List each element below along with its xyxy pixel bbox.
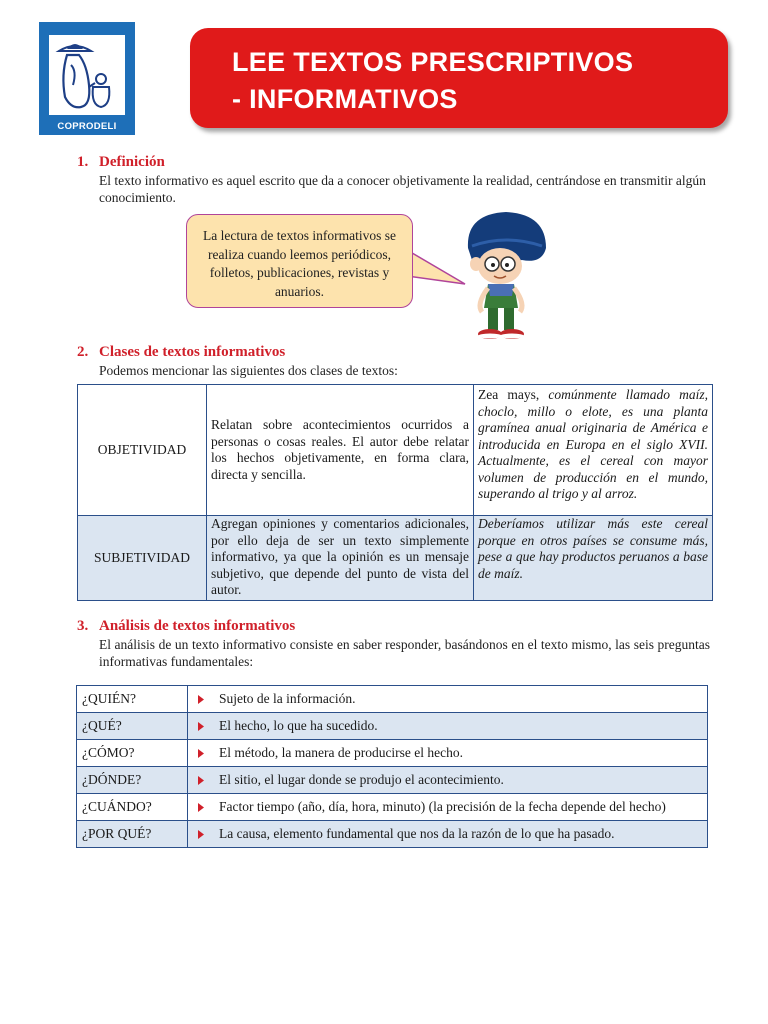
speech-bubble — [186, 214, 413, 308]
answer-text: La causa, elemento fundamental que nos da la razón de lo que ha pasado. — [219, 826, 615, 841]
class-label: SUBJETIVIDAD — [78, 516, 207, 601]
answer-cell — [188, 686, 708, 713]
section-3-number: 3. — [77, 618, 89, 634]
answer-text: Factor tiempo (año, día, hora, minuto) (la precisión de la fecha depende del hecho) — [219, 799, 666, 814]
red-bullet-icon — [198, 749, 204, 758]
red-bullet-icon — [198, 830, 204, 839]
section-1-text: El texto informativo es aquel escrito que da a conocer objetivamente la realidad, centrándose en transmitir algún conocimiento. — [99, 173, 706, 205]
question-cell: ¿CÓMO? — [77, 740, 188, 767]
table-row — [77, 740, 708, 767]
page-title — [190, 44, 728, 118]
example-italic-text: comúnmente llamado maíz, choclo, millo o elote, es una planta gramínea anual originaria de América e introducida en Europa en el siglo XVII. Actualmente, es el cereal con mayor volumen de producción en el mundo, superando al trigo y al arroz. — [478, 387, 708, 501]
question-cell: ¿CUÁNDO? — [77, 794, 188, 821]
answer-cell — [188, 794, 708, 821]
text-classes-table — [77, 384, 713, 601]
logo-text: COPRODELI — [57, 121, 117, 132]
questions-table — [76, 685, 708, 848]
class-description: Agregan opiniones y comentarios adicionales, por ello deja de ser un texto simplemente informativo, ya que la opinión es un mensaje subjetivo, que depende del punto de vista del autor. — [207, 516, 474, 601]
answer-cell — [188, 713, 708, 740]
table-row — [77, 713, 708, 740]
class-example — [474, 385, 713, 516]
section-3-text: El análisis de un texto informativo consiste en saber responder, basándonos en el texto mismo, las seis preguntas informativas fundamentales: — [99, 637, 710, 669]
answer-cell — [188, 740, 708, 767]
table-row — [78, 516, 713, 601]
red-bullet-icon — [198, 776, 204, 785]
question-cell: ¿POR QUÉ? — [77, 821, 188, 848]
example-plain-text: Zea mays, — [478, 387, 549, 402]
speech-bubble-text: La lectura de textos informativos se realiza cuando leemos periódicos, folletos, publicaciones, revistas y anuarios. — [202, 228, 397, 299]
answer-text: El hecho, lo que ha sucedido. — [219, 718, 378, 733]
section-2-number: 2. — [77, 344, 89, 360]
class-example — [474, 516, 713, 601]
section-1-heading — [77, 154, 165, 171]
answer-text: El sitio, el lugar donde se produjo el acontecimiento. — [219, 772, 504, 787]
red-bullet-icon — [198, 695, 204, 704]
answer-cell — [188, 767, 708, 794]
title-banner — [190, 28, 728, 128]
class-description: Relatan sobre acontecimientos ocurridos a personas o cosas reales. El autor debe relatar los hechos objetivamente, en forma clara, directa y sencilla. — [207, 385, 474, 516]
answer-cell — [188, 821, 708, 848]
answer-text: El método, la manera de producirse el hecho. — [219, 745, 464, 760]
class-label: OBJETIVIDAD — [78, 385, 207, 516]
example-italic-text: Deberíamos utilizar más este cereal porque en otros países se consume más, pese a que hay productos peruanos a base de maíz. — [478, 516, 708, 581]
answer-text: Sujeto de la información. — [219, 691, 356, 706]
coprodeli-logo-icon — [49, 35, 125, 115]
section-3-title: Análisis de textos informativos — [99, 618, 296, 634]
question-cell: ¿QUIÉN? — [77, 686, 188, 713]
question-cell: ¿QUÉ? — [77, 713, 188, 740]
section-1-number: 1. — [77, 154, 89, 170]
table-row — [77, 794, 708, 821]
section-2-title: Clases de textos informativos — [99, 344, 286, 360]
red-bullet-icon — [198, 722, 204, 731]
title-line-1: LEE TEXTOS PRESCRIPTIVOS — [232, 47, 634, 77]
table-row — [77, 821, 708, 848]
boy-character-icon — [462, 208, 552, 343]
table-row — [78, 385, 713, 516]
table-row — [77, 686, 708, 713]
coprodeli-logo — [39, 22, 135, 135]
title-line-2: - INFORMATIVOS — [232, 84, 458, 114]
table-row — [77, 767, 708, 794]
question-cell: ¿DÓNDE? — [77, 767, 188, 794]
section-1-title: Definición — [99, 154, 165, 170]
logo-illustration — [49, 35, 125, 115]
bubble-tail — [405, 246, 469, 286]
section-3-heading — [77, 618, 295, 635]
red-bullet-icon — [198, 803, 204, 812]
section-2-text: Podemos mencionar las siguientes dos clases de textos: — [99, 363, 398, 378]
section-2-heading — [77, 344, 285, 361]
